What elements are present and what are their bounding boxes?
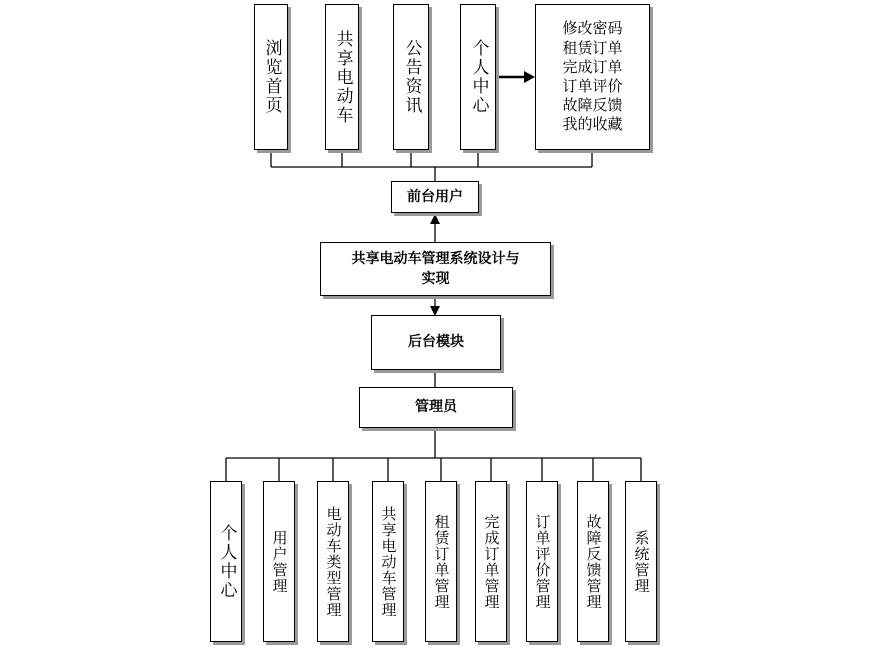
frontend-user-node xyxy=(391,181,479,213)
backend-module-user-management xyxy=(263,481,295,642)
frontend-module-shared-ebike xyxy=(325,4,359,150)
admin-node xyxy=(359,387,513,428)
backend-module-node xyxy=(371,315,501,370)
personal-center-item: 修改密码 xyxy=(562,19,623,38)
backend-module-system-management xyxy=(625,481,657,642)
backend-module-shared-ebike-management xyxy=(372,481,404,642)
frontend-module-personal-center xyxy=(460,4,496,150)
backend-module-label: 完成订单管理 xyxy=(482,513,501,610)
backend-module-label: 共享电动车管理 xyxy=(379,505,398,618)
frontend-module-news xyxy=(393,4,429,150)
backend-module-label: 个人中心 xyxy=(216,523,237,600)
backend-module-label: 电动车类型管理 xyxy=(324,505,343,618)
frontend-module-label: 个人中心 xyxy=(468,39,489,115)
root-label-line1: 共享电动车管理系统设计与 xyxy=(351,250,520,267)
backend-module-ebike-type-management xyxy=(317,481,349,642)
personal-center-item: 租赁订单 xyxy=(562,38,623,57)
backend-module-order-review-management xyxy=(526,481,558,642)
backend-module-label: 订单评价管理 xyxy=(533,513,552,610)
backend-module-label: 系统管理 xyxy=(632,529,651,594)
personal-center-item: 故障反馈 xyxy=(562,96,623,115)
arrow-personal-head xyxy=(524,71,535,83)
backend-module-label: 故障反馈管理 xyxy=(584,513,603,610)
backend-module-completed-order-management xyxy=(475,481,507,642)
backend-module-fault-feedback-management xyxy=(577,481,609,642)
backend-module-label: 租赁订单管理 xyxy=(432,513,451,610)
root-node xyxy=(320,242,551,296)
backend-module-label: 后台模块 xyxy=(408,334,464,351)
backend-module-label: 用户管理 xyxy=(270,529,289,594)
frontend-module-label: 公告资讯 xyxy=(401,39,422,115)
frontend-module-browse-home xyxy=(254,4,288,150)
personal-center-items-box xyxy=(535,4,650,150)
backend-module-personal-center xyxy=(210,481,242,642)
frontend-user-label: 前台用户 xyxy=(407,188,463,205)
admin-label: 管理员 xyxy=(415,399,457,416)
frontend-module-label: 共享电动车 xyxy=(332,29,353,125)
backend-module-rental-order-management xyxy=(425,481,457,642)
personal-center-item: 完成订单 xyxy=(562,57,623,76)
personal-center-item: 订单评价 xyxy=(562,77,623,95)
root-label-line2: 实现 xyxy=(421,271,450,287)
frontend-module-label: 浏览首页 xyxy=(261,39,282,115)
personal-center-item: 我的收藏 xyxy=(562,115,623,134)
